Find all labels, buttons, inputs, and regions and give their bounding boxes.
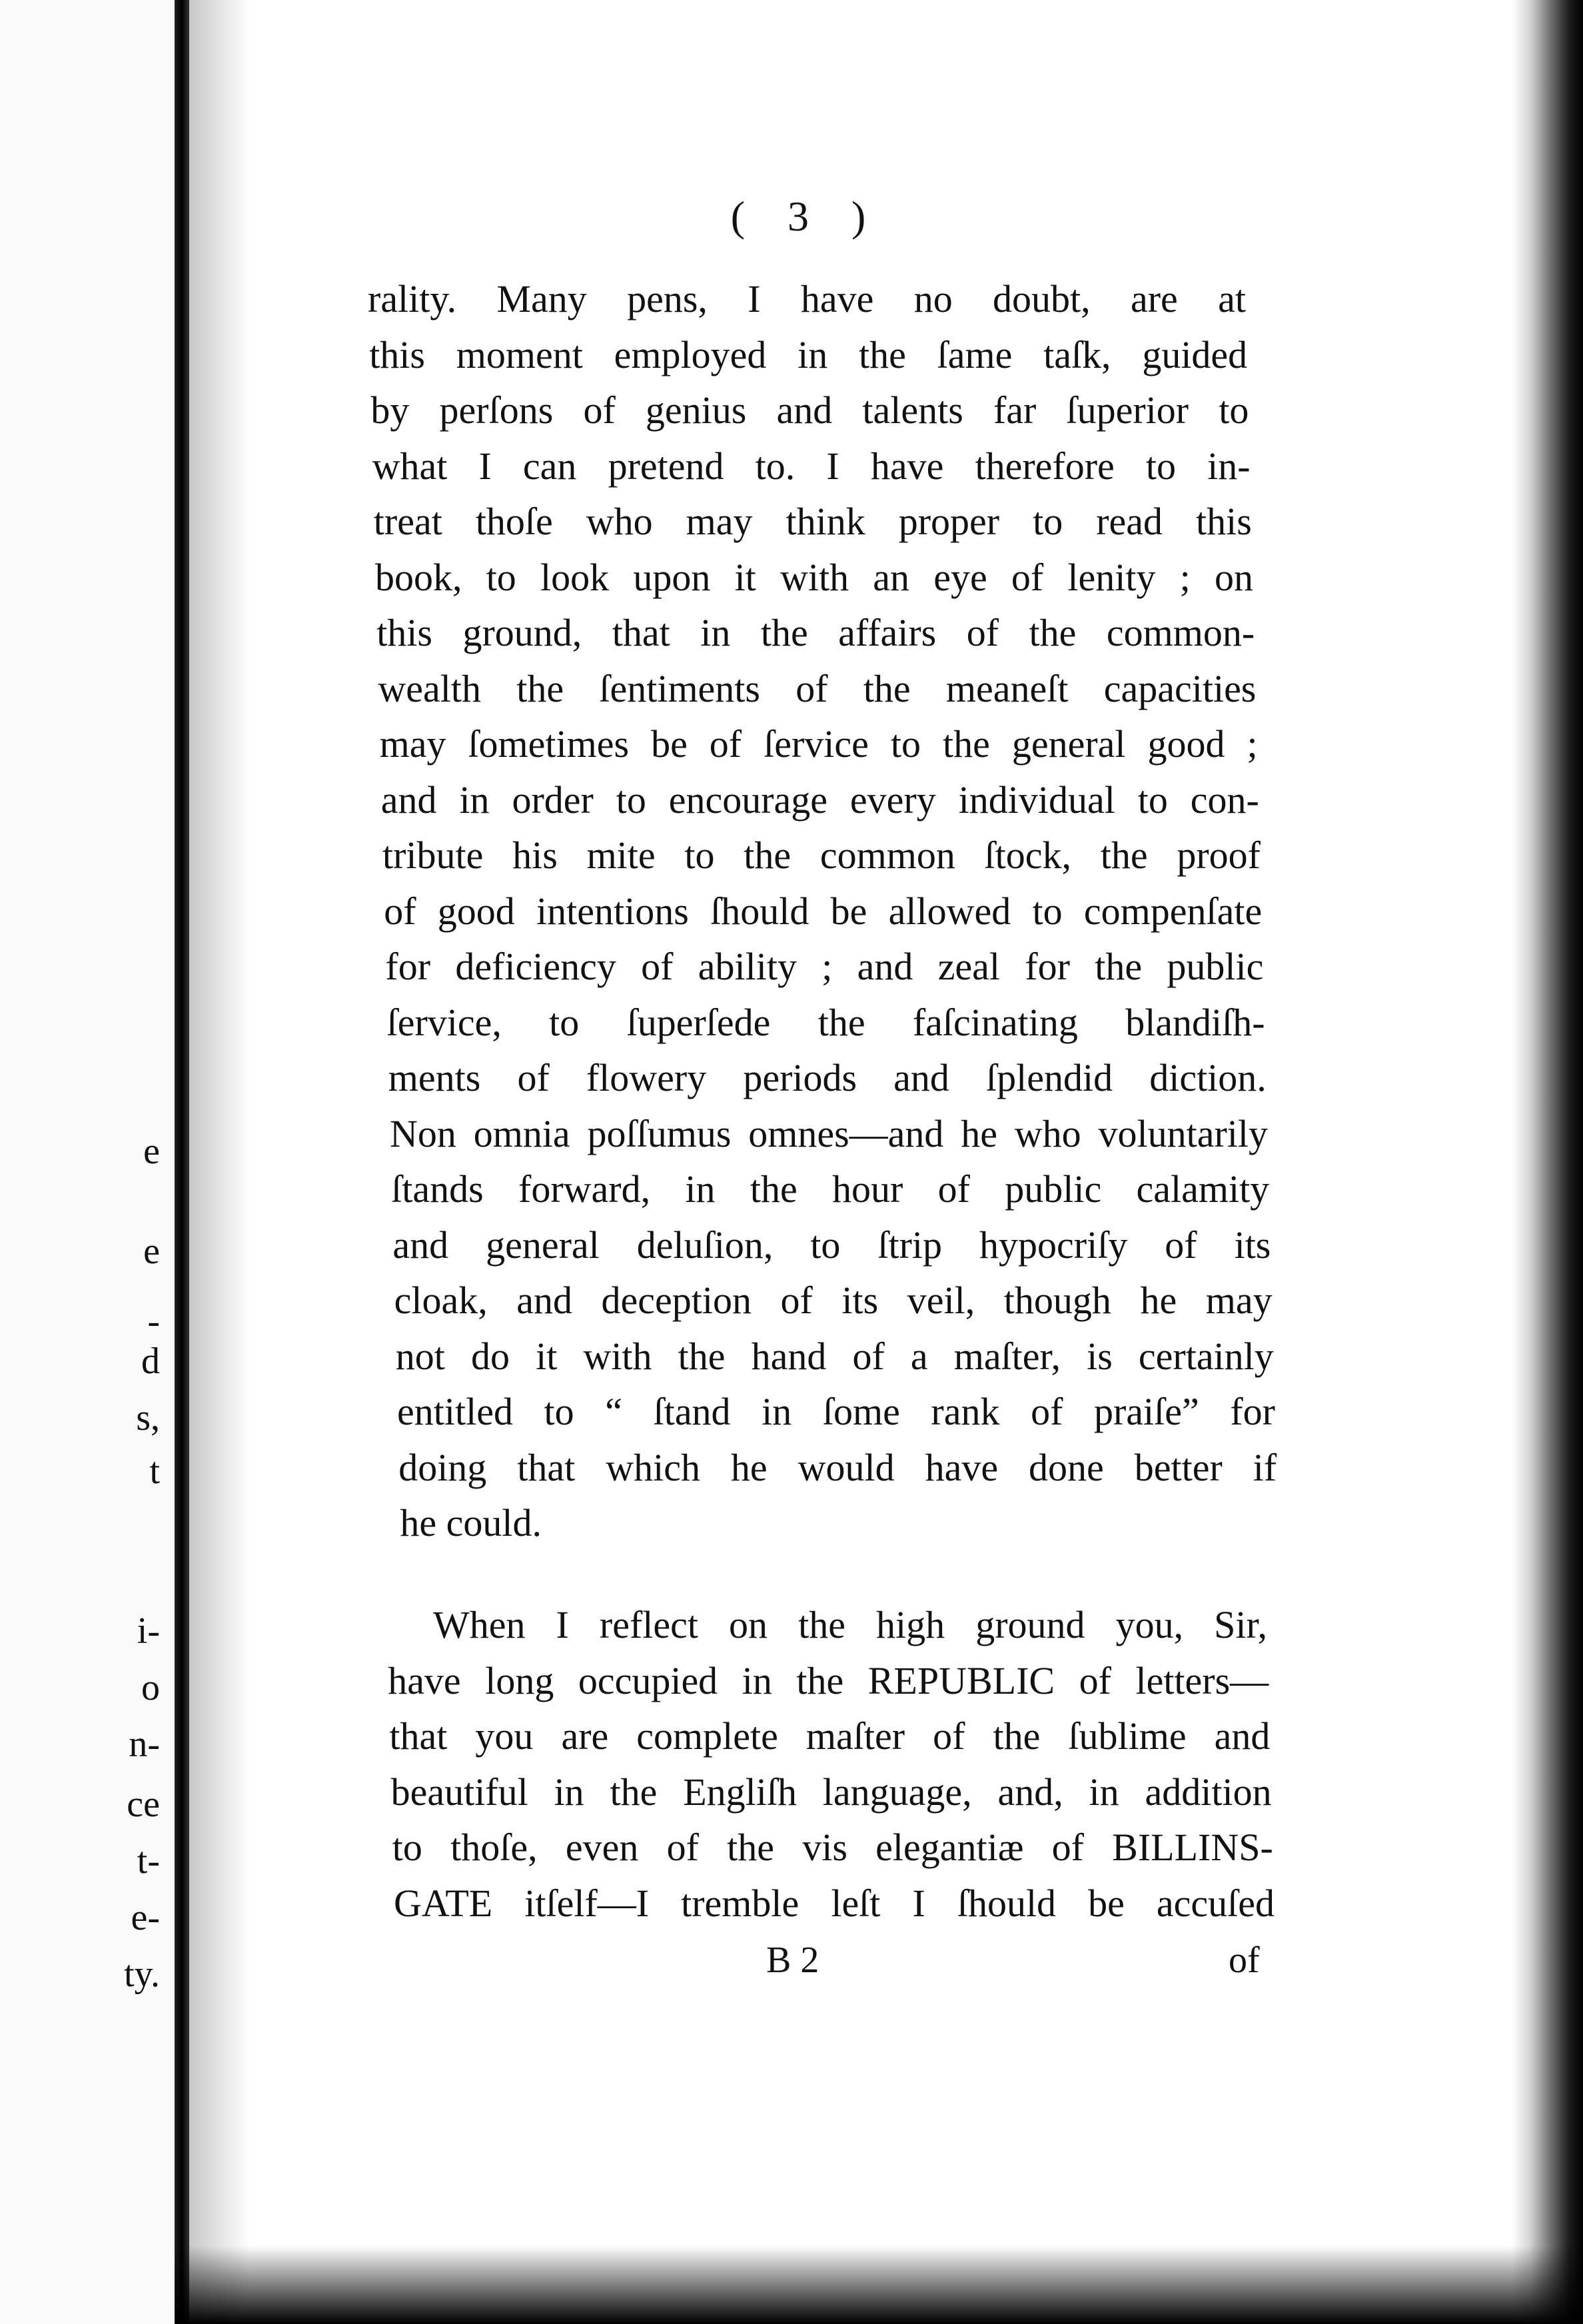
text-line: that you are complete maſter of the ſublime and [389, 1714, 1271, 1758]
text-line: by perſons of genius and talents far ſuperior to [370, 388, 1249, 432]
text-line: doing that which he would have done better if [398, 1445, 1277, 1489]
text-line: and in order to encourage every individual to con- [380, 778, 1259, 822]
text-line: rality. Many pens, I have no doubt, are at [368, 277, 1246, 320]
text-line: he could. [400, 1501, 542, 1544]
text-line: not do it with the hand of a maſter, is certainly [395, 1334, 1274, 1378]
facing-page-fragment: t- [137, 1840, 160, 1882]
text-line: wealth the ſentiments of the meaneſt capacities [378, 666, 1257, 710]
text-line: ments of flowery periods and ſplendid diction. [388, 1056, 1267, 1099]
text-line: this ground, that in the affairs of the common- [376, 611, 1255, 654]
text-line: and general deluſion, to ſtrip hypocriſy of its [392, 1223, 1271, 1267]
facing-page-fragment: e- [131, 1897, 160, 1938]
facing-page-fragment: ce [127, 1784, 160, 1825]
text-line: tribute his mite to the common ſtock, the proof [382, 834, 1261, 877]
facing-page-fragment: ty. [124, 1954, 160, 1995]
facing-page-fragment: e [143, 1131, 160, 1172]
text-line: of good intentions ſhould be allowed to compenſate [384, 889, 1263, 933]
facing-page-fragment: e [143, 1231, 160, 1272]
text-line: have long occupied in the REPUBLIC of letters— [388, 1658, 1269, 1702]
facing-page-fragment: s, [136, 1397, 160, 1439]
page-edge-right [1512, 0, 1583, 2324]
facing-page-fragment: - [147, 1301, 160, 1342]
text-line: Non omnia poſſumus omnes—and he who voluntarily [390, 1111, 1268, 1155]
facing-page-fragment: t [149, 1451, 160, 1492]
signature-mark: B 2 [766, 1940, 819, 1981]
text-line: cloak, and deception of its veil, though he may [394, 1279, 1273, 1322]
text-line: what I can pretend to. I have therefore to in- [372, 444, 1251, 488]
text-line: GATE itſelf—I tremble leſt I ſhould be accuſed [394, 1881, 1275, 1925]
facing-page-fragment: o [141, 1667, 160, 1708]
page-number: ( 3 ) [730, 193, 882, 240]
text-line: for deficiency of ability ; and zeal for the public [385, 945, 1264, 988]
facing-page-fragment: i- [137, 1610, 160, 1652]
text-line: treat thoſe who may think proper to read this [373, 500, 1252, 543]
catchword: of [1229, 1940, 1260, 1981]
page-edge-bottom [175, 2245, 1583, 2324]
text-line: may ſometimes be of ſervice to the general good ; [379, 722, 1258, 766]
text-line: to thoſe, even of the vis elegantiæ of BILLINS- [392, 1826, 1273, 1869]
text-line: ſervice, to ſuperſede the faſcinating blandiſh- [386, 1000, 1265, 1044]
facing-page-fragment: d [141, 1341, 160, 1382]
text-line: this moment employed in the ſame taſk, guided [369, 332, 1248, 376]
text-line: entitled to “ ſtand in ſome rank of praiſe” for [397, 1390, 1275, 1433]
text-line: beautiful in the Engliſh language, and, in addition [390, 1770, 1272, 1814]
text-line: When I reflect on the high ground you, Sir, [433, 1603, 1267, 1646]
facing-page-fragment: n- [129, 1724, 160, 1765]
text-line: book, to look upon it with an eye of lenity ; on [375, 555, 1253, 599]
text-line: ſtands forward, in the hour of public calamity [391, 1167, 1270, 1211]
